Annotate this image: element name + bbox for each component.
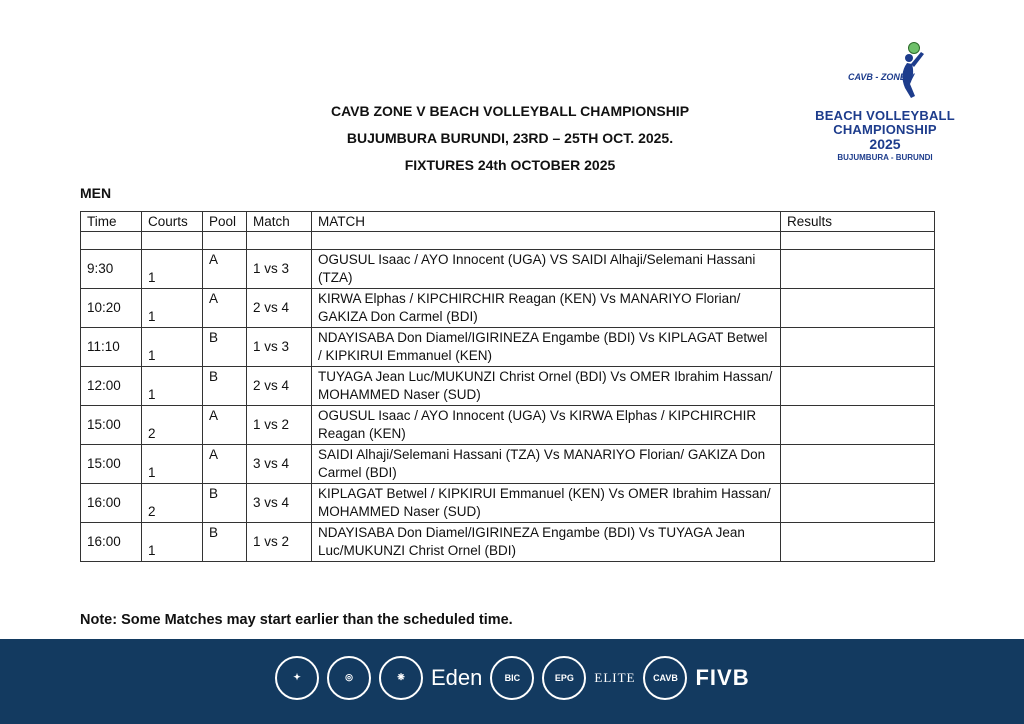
table-row [81,406,935,445]
cell-result [781,445,935,484]
cell-time: 10:20 [81,289,142,328]
championship-logo [790,40,980,170]
cell-pool: A [203,406,247,445]
cell-court: 1 [142,523,203,562]
cell-pool: B [203,367,247,406]
crest-logo-icon: ✦ [275,656,319,700]
cell-court: 1 [142,328,203,367]
table-header-row [81,212,935,232]
cell-pool: A [203,445,247,484]
logo-line1: BEACH VOLLEYBALL [815,108,955,123]
header-time: Time [81,212,142,232]
cell-pool: A [203,289,247,328]
cell-match-number: 1 vs 2 [247,406,312,445]
sponsor-epg-logo: EPG [542,656,586,700]
cell-teams: NDAYISABA Don Diamel/IGIRINEZA Engambe (BDI) Vs KIPLAGAT Betwel / KIPKIRUI Emmanuel (KEN) [312,328,781,367]
cell-teams: KIRWA Elphas / KIPCHIRCHIR Reagan (KEN) Vs MANARIYO Florian/ GAKIZA Don Carmel (BDI) [312,289,781,328]
fixtures-table [80,211,935,562]
venue-dates: BUJUMBURA BURUNDI, 23RD – 25TH OCT. 2025. [346,130,674,146]
cell-teams: NDAYISABA Don Diamel/IGIRINEZA Engambe (BDI) Vs TUYAGA Jean Luc/MUKUNZI Christ Ornel (BDI) [312,523,781,562]
sponsor-eden-logo: Eden [431,664,483,690]
cell-teams: KIPLAGAT Betwel / KIPKIRUI Emmanuel (KEN) Vs OMER Ibrahim Hassan/ MOHAMMED Naser (SUD) [312,484,781,523]
championship-title: CAVB ZONE V BEACH VOLLEYBALL CHAMPIONSHIP [330,103,690,119]
cell-time: 16:00 [81,484,142,523]
cell-court: 2 [142,406,203,445]
logo-brand: CAVB - ZONE V [848,72,915,82]
sponsor-bic-logo: BIC [490,656,534,700]
header-results: Results [781,212,935,232]
cell-time: 9:30 [81,250,142,289]
flower-emblem-icon: ❋ [379,656,423,700]
cell-match-number: 1 vs 2 [247,523,312,562]
cell-court: 1 [142,250,203,289]
cell-court: 1 [142,445,203,484]
cell-teams: TUYAGA Jean Luc/MUKUNZI Christ Ornel (BDI) Vs OMER Ibrahim Hassan/ MOHAMMED Naser (SUD) [312,367,781,406]
cell-pool: B [203,484,247,523]
cell-time: 15:00 [81,406,142,445]
table-row [81,445,935,484]
logo-city: BUJUMBURA - BURUNDI [837,153,933,162]
sponsor-logos [275,650,765,705]
cell-court: 2 [142,484,203,523]
cell-time: 15:00 [81,445,142,484]
cell-result [781,289,935,328]
federation-seal-icon: ◎ [327,656,371,700]
sponsor-elite-logo: ELITE [594,669,636,685]
schedule-note: Note: Some Matches may start earlier than the scheduled time. [80,612,513,628]
cell-result [781,367,935,406]
cell-pool: B [203,523,247,562]
header-match-number: Match [247,212,312,232]
cell-match-number: 2 vs 4 [247,289,312,328]
fixtures-date: FIXTURES 24th OCTOBER 2025 [404,157,616,173]
cell-time: 16:00 [81,523,142,562]
table-row [81,328,935,367]
cell-match-number: 2 vs 4 [247,367,312,406]
cell-time: 12:00 [81,367,142,406]
cell-match-number: 1 vs 3 [247,328,312,367]
section-label: MEN [80,185,112,201]
table-row [81,367,935,406]
sponsor-fivb-logo: FIVB [695,664,750,690]
cell-result [781,328,935,367]
logo-line2: CHAMPIONSHIP [833,122,937,137]
cell-pool: B [203,328,247,367]
cell-court: 1 [142,289,203,328]
blank-row [81,232,935,250]
cell-match-number: 3 vs 4 [247,445,312,484]
logo-year: 2025 [869,136,901,152]
cell-match-number: 1 vs 3 [247,250,312,289]
sponsor-cavb-logo: CAVB [643,656,687,700]
document-title-block [230,100,790,177]
cell-result [781,484,935,523]
header-match: MATCH [312,212,781,232]
header-courts: Courts [142,212,203,232]
cell-teams: OGUSUL Isaac / AYO Innocent (UGA) Vs KIRWA Elphas / KIPCHIRCHIR Reagan (KEN) [312,406,781,445]
table-row [81,289,935,328]
cell-teams: OGUSUL Isaac / AYO Innocent (UGA) VS SAIDI Alhaji/Selemani Hassani (TZA) [312,250,781,289]
cell-result [781,406,935,445]
cell-court: 1 [142,367,203,406]
table-row [81,250,935,289]
cell-teams: SAIDI Alhaji/Selemani Hassani (TZA) Vs MANARIYO Florian/ GAKIZA Don Carmel (BDI) [312,445,781,484]
cell-pool: A [203,250,247,289]
cell-time: 11:10 [81,328,142,367]
cell-match-number: 3 vs 4 [247,484,312,523]
table-row [81,523,935,562]
cell-result [781,250,935,289]
table-row [81,484,935,523]
cell-result [781,523,935,562]
header-pool: Pool [203,212,247,232]
